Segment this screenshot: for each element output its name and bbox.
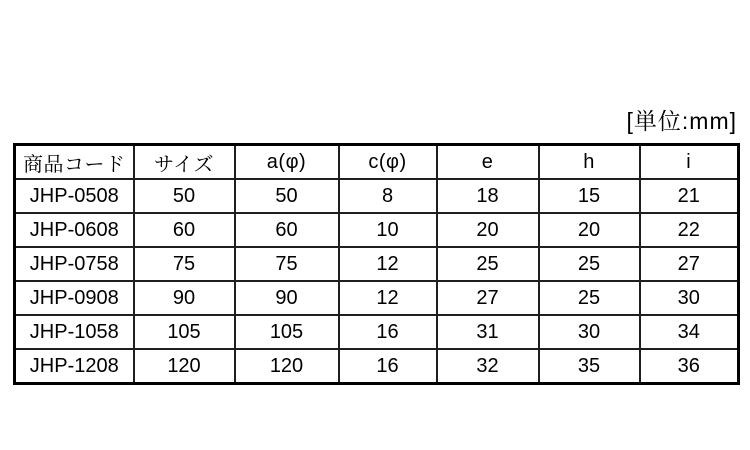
cell-h: 25 (539, 281, 640, 315)
cell-size: 120 (134, 349, 235, 384)
cell-product-code: JHP-0608 (15, 213, 134, 247)
cell-e: 20 (437, 213, 539, 247)
header-cell-product-code: 商品コード (15, 145, 134, 180)
cell-product-code: JHP-1208 (15, 349, 134, 384)
table-row (15, 247, 739, 281)
header-cell-i: i (640, 145, 739, 180)
cell-a-diameter: 60 (235, 213, 339, 247)
cell-h: 35 (539, 349, 640, 384)
cell-i: 27 (640, 247, 739, 281)
cell-c-diameter: 16 (339, 315, 437, 349)
cell-h: 20 (539, 213, 640, 247)
cell-i: 21 (640, 179, 739, 213)
cell-size: 60 (134, 213, 235, 247)
cell-size: 75 (134, 247, 235, 281)
cell-a-diameter: 90 (235, 281, 339, 315)
cell-h: 30 (539, 315, 640, 349)
table-row (15, 281, 739, 315)
cell-product-code: JHP-0758 (15, 247, 134, 281)
header-row (15, 145, 739, 180)
cell-e: 27 (437, 281, 539, 315)
table-row (15, 179, 739, 213)
cell-product-code: JHP-0908 (15, 281, 134, 315)
cell-e: 31 (437, 315, 539, 349)
cell-a-diameter: 105 (235, 315, 339, 349)
cell-i: 22 (640, 213, 739, 247)
header-cell-a-diameter: a(φ) (235, 145, 339, 180)
cell-i: 36 (640, 349, 739, 384)
cell-product-code: JHP-0508 (15, 179, 134, 213)
table-row (15, 349, 739, 384)
cell-a-diameter: 120 (235, 349, 339, 384)
header-cell-e: e (437, 145, 539, 180)
cell-h: 25 (539, 247, 640, 281)
cell-size: 105 (134, 315, 235, 349)
header-cell-h: h (539, 145, 640, 180)
table-row (15, 315, 739, 349)
table-row (15, 213, 739, 247)
cell-c-diameter: 16 (339, 349, 437, 384)
unit-label: [単位:mm] (626, 108, 737, 134)
header-cell-c-diameter: c(φ) (339, 145, 437, 180)
cell-c-diameter: 12 (339, 281, 437, 315)
spec-table (13, 143, 740, 385)
header-cell-size: サイズ (134, 145, 235, 180)
cell-e: 25 (437, 247, 539, 281)
cell-i: 34 (640, 315, 739, 349)
cell-c-diameter: 10 (339, 213, 437, 247)
cell-a-diameter: 50 (235, 179, 339, 213)
cell-e: 32 (437, 349, 539, 384)
cell-a-diameter: 75 (235, 247, 339, 281)
cell-i: 30 (640, 281, 739, 315)
cell-size: 90 (134, 281, 235, 315)
cell-c-diameter: 12 (339, 247, 437, 281)
cell-e: 18 (437, 179, 539, 213)
cell-size: 50 (134, 179, 235, 213)
cell-product-code: JHP-1058 (15, 315, 134, 349)
cell-c-diameter: 8 (339, 179, 437, 213)
cell-h: 15 (539, 179, 640, 213)
